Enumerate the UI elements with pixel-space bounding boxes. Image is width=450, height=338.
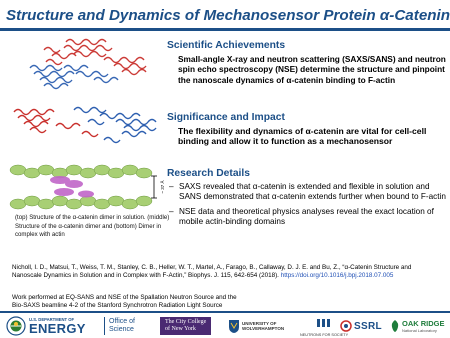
achievements-body: Small-angle X-ray and neutron scattering (SAXS/SANS) and neutron spin echo spectroscopy (NSE) determine the structure and pinpoint the nanoscale dynamics of α-catenin binding to F-actin xyxy=(178,54,446,85)
details-bullet-list xyxy=(169,182,447,232)
page-title: Structure and Dynamics of Mechanosensor Protein α-Catenin xyxy=(6,7,450,24)
figure-caption: (top) Structure of the α-catenin dimer in solution. (middle) Structure of the α-catenin dimer and (bottom) Dimer in complex with actin xyxy=(15,214,170,239)
ornl-wordmark: OAK RIDGE xyxy=(402,318,445,328)
details-bullet xyxy=(169,207,447,228)
ill-text: NEUTRONS FOR SOCIETY xyxy=(300,332,349,337)
office-line: Science xyxy=(109,326,134,333)
significance-heading: Significance and Impact xyxy=(167,112,285,123)
actin-complex-structure xyxy=(10,165,165,209)
citation-text: Nicholl, I. D., Matsui, T., Weiss, T. M., Stanley, C. B., Heller, W. T., Martel, A., Farago, B., Callaway, D. J. E. and Bu, Z., “α-Catenin Structure and Nanoscale Dynamics in Solution and in Complex with F-Actin,” Biophys. J. 115, 642-654 (2018). xyxy=(12,264,412,280)
citation xyxy=(12,264,442,281)
ornl-subtitle: National Laboratory xyxy=(402,327,437,333)
dimer-solution-structure xyxy=(30,40,146,89)
doe-logo xyxy=(6,314,86,338)
details-heading: Research Details xyxy=(167,168,250,179)
crest-icon xyxy=(228,319,240,333)
oak-leaf-icon xyxy=(390,319,400,333)
bullet-dash: – xyxy=(169,182,174,191)
significance-body: The flexibility and dynamics of α-catenin are vital for cell-cell binding and allow it to function as a mechanosensor xyxy=(178,126,427,147)
facility-note xyxy=(12,294,442,311)
office-line: Office of xyxy=(109,318,135,325)
bullet-dash: – xyxy=(169,206,174,216)
ccny-line: The City College xyxy=(165,319,207,325)
ssrl-logo xyxy=(340,314,382,338)
ccny-line: of New York xyxy=(165,326,196,332)
footer-rule xyxy=(0,311,450,313)
achievements-heading: Scientific Achievements xyxy=(167,40,286,51)
title-rule xyxy=(0,28,450,31)
facility-line: Work performed at EQ-SANS and NSE of the Spallation Neutron Source and the xyxy=(12,294,237,301)
uw-line: WOLVERHAMPTON xyxy=(242,326,285,331)
office-of-science-logo xyxy=(109,314,135,338)
ill-mark-icon xyxy=(316,318,332,328)
wolverhampton-logo xyxy=(228,314,284,338)
protein-structure-figure xyxy=(4,34,176,214)
ssrl-mark-icon xyxy=(340,320,352,332)
ccny-logo xyxy=(160,314,211,338)
energy-wordmark: ENERGY xyxy=(29,321,86,336)
dimer-structure xyxy=(14,108,156,143)
uw-line: UNIVERSITY OF xyxy=(242,320,277,326)
ornl-logo xyxy=(390,314,445,338)
details-bullet xyxy=(169,182,447,203)
citation-doi-link[interactable]: https://doi.org/10.1016/j.bpj.2018.07.005 xyxy=(280,272,394,280)
footer-logos xyxy=(0,314,450,338)
facility-line: Bio-SAXS beamline 4-2 of the Stanford Synchrotron Radiation Light Source xyxy=(12,302,223,310)
logo-divider xyxy=(104,317,105,335)
scale-label: ~ 37 Å xyxy=(160,180,165,194)
ssrl-wordmark: SSRL xyxy=(354,320,382,332)
doe-line: U.S. DEPARTMENT OF xyxy=(29,317,75,322)
bullet-text: SAXS revealed that α-catenin is extended and flexible in solution and SANS demonstrated that α-catenin extends further when bound to F-actin xyxy=(179,182,446,202)
bullet-text: NSE data and theoretical physics analyses reveal the exact location of mobile actin-binding domains xyxy=(179,206,434,227)
doe-seal-icon xyxy=(6,316,26,336)
